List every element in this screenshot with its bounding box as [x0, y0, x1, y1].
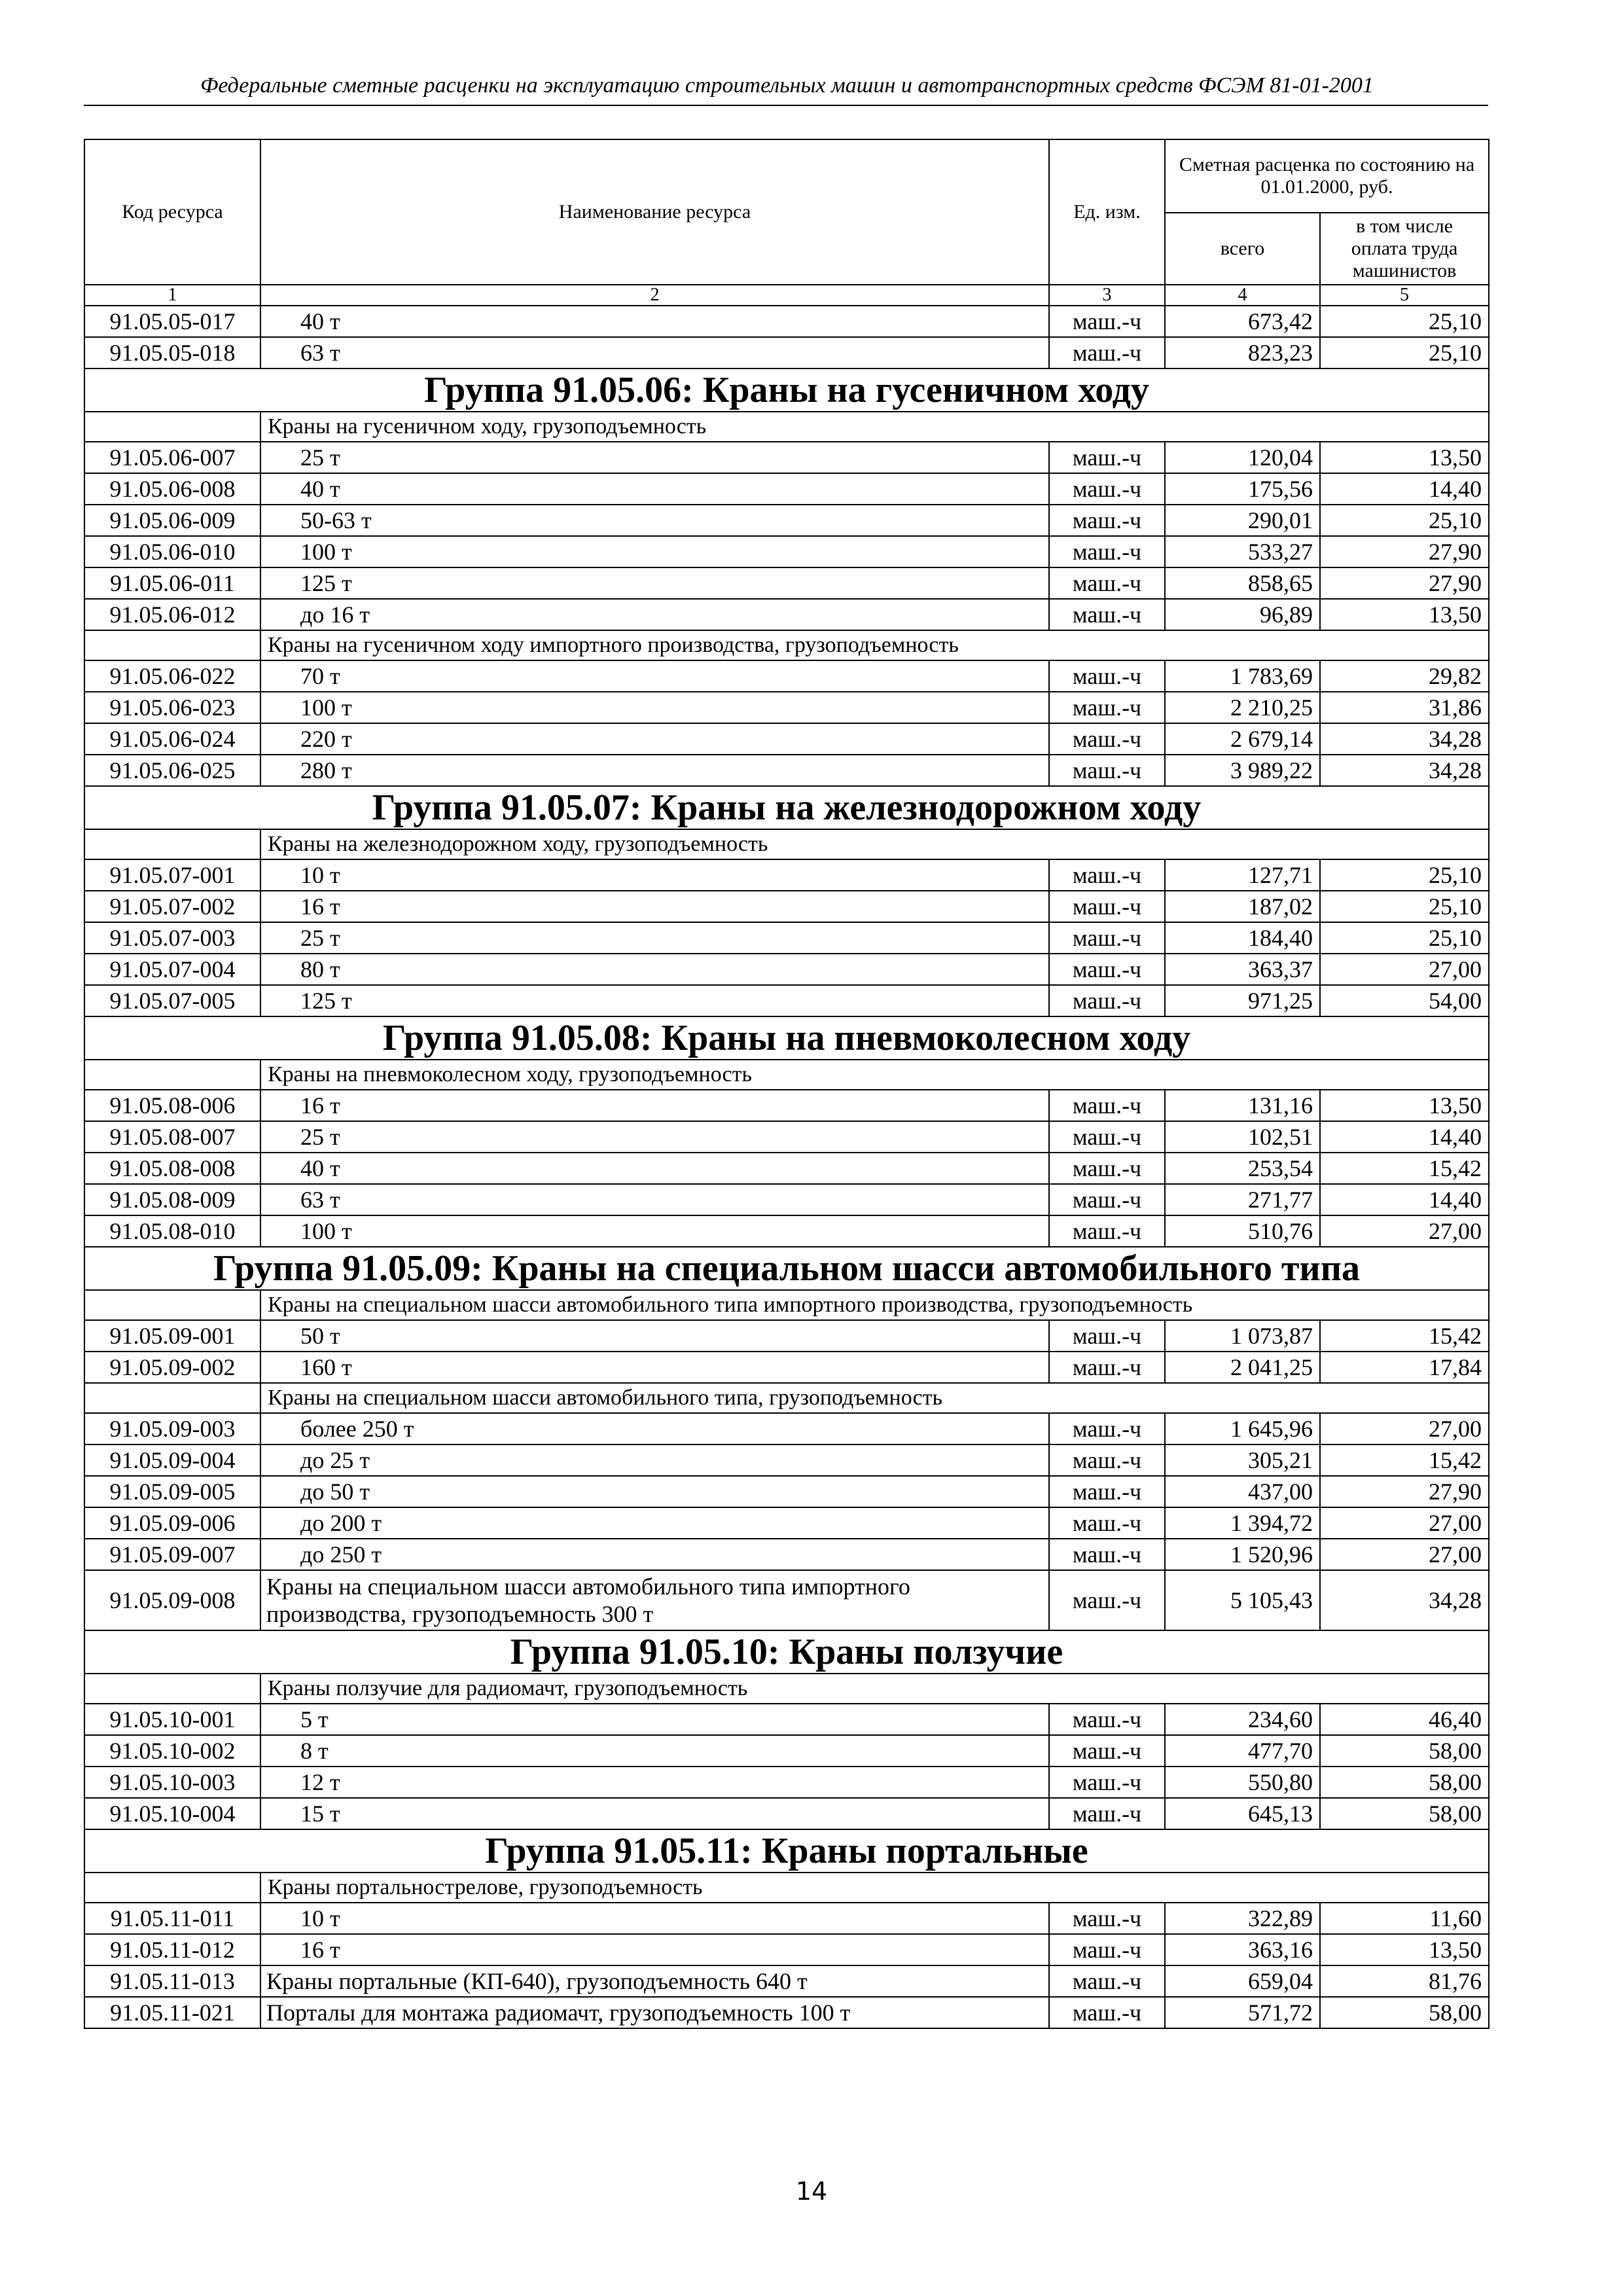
resource-name: 8 т [260, 1735, 1049, 1767]
table-row [84, 536, 1489, 567]
unit-of-measure: маш.-ч [1049, 505, 1165, 536]
table-body [84, 306, 1489, 2028]
resource-name: 25 т [260, 1121, 1049, 1153]
price-total: 120,04 [1165, 442, 1320, 473]
unit-of-measure: маш.-ч [1049, 1320, 1165, 1352]
subgroup-row [84, 630, 1489, 660]
table-row [84, 599, 1489, 630]
resource-code: 91.05.07-005 [84, 985, 260, 1016]
resource-name: 220 т [260, 723, 1049, 755]
unit-of-measure: маш.-ч [1049, 306, 1165, 337]
subgroup-row [84, 412, 1489, 442]
table-row [84, 337, 1489, 368]
resource-code: 91.05.05-017 [84, 306, 260, 337]
table-row [84, 1121, 1489, 1153]
table-row [84, 1735, 1489, 1767]
unit-of-measure: маш.-ч [1049, 1570, 1165, 1630]
subgroup-title: Краны на специальном шасси автомобильного типа импортного производства, грузоподъемность [260, 1290, 1489, 1320]
header-code: Код ресурса [84, 139, 260, 285]
table-row [84, 755, 1489, 786]
price-wages: 31,86 [1320, 692, 1489, 723]
resource-code: 91.05.06-010 [84, 536, 260, 567]
price-total: 184,40 [1165, 922, 1320, 954]
resource-code: 91.05.07-003 [84, 922, 260, 954]
resource-name: 100 т [260, 1215, 1049, 1247]
subgroup-title: Краны портальнострелове, грузоподъемность [260, 1873, 1489, 1903]
table-row [84, 1903, 1489, 1934]
group-header-row [84, 1630, 1489, 1674]
group-title: Группа 91.05.10: Краны ползучие [84, 1630, 1489, 1674]
price-total: 363,37 [1165, 954, 1320, 985]
resource-name: 100 т [260, 536, 1049, 567]
resource-name: 40 т [260, 306, 1049, 337]
resource-code: 91.05.09-004 [84, 1444, 260, 1476]
subgroup-code-empty [84, 829, 260, 859]
resource-name: 10 т [260, 1903, 1049, 1934]
subgroup-title: Краны на специальном шасси автомобильного типа, грузоподъемность [260, 1383, 1489, 1413]
unit-of-measure: маш.-ч [1049, 1444, 1165, 1476]
resource-code: 91.05.10-001 [84, 1704, 260, 1735]
subgroup-code-empty [84, 1383, 260, 1413]
price-wages: 13,50 [1320, 599, 1489, 630]
price-wages: 25,10 [1320, 922, 1489, 954]
group-title: Группа 91.05.08: Краны на пневмоколесном ходу [84, 1016, 1489, 1060]
unit-of-measure: маш.-ч [1049, 891, 1165, 922]
price-total: 533,27 [1165, 536, 1320, 567]
resource-name: 12 т [260, 1767, 1049, 1798]
price-total: 131,16 [1165, 1090, 1320, 1121]
unit-of-measure: маш.-ч [1049, 567, 1165, 599]
table-row [84, 1539, 1489, 1570]
resource-name: 125 т [260, 985, 1049, 1016]
resource-code: 91.05.08-009 [84, 1184, 260, 1215]
price-wages: 58,00 [1320, 1735, 1489, 1767]
price-total: 127,71 [1165, 859, 1320, 891]
resource-name: 100 т [260, 692, 1049, 723]
price-total: 234,60 [1165, 1704, 1320, 1735]
unit-of-measure: маш.-ч [1049, 660, 1165, 692]
price-wages: 13,50 [1320, 1934, 1489, 1965]
group-header-row [84, 1829, 1489, 1873]
price-total: 550,80 [1165, 1767, 1320, 1798]
table-row [84, 891, 1489, 922]
resource-code: 91.05.06-023 [84, 692, 260, 723]
resource-code: 91.05.07-004 [84, 954, 260, 985]
table-row [84, 859, 1489, 891]
resource-name: 5 т [260, 1704, 1049, 1735]
price-total: 5 105,43 [1165, 1570, 1320, 1630]
price-total: 823,23 [1165, 337, 1320, 368]
table-row [84, 1570, 1489, 1630]
resource-code: 91.05.06-012 [84, 599, 260, 630]
resource-code: 91.05.11-012 [84, 1934, 260, 1965]
table-row [84, 660, 1489, 692]
table-row [84, 1476, 1489, 1507]
resource-name: 50 т [260, 1320, 1049, 1352]
unit-of-measure: маш.-ч [1049, 1798, 1165, 1829]
resource-code: 91.05.06-025 [84, 755, 260, 786]
price-total: 659,04 [1165, 1965, 1320, 1997]
subgroup-row [84, 829, 1489, 859]
unit-of-measure: маш.-ч [1049, 1704, 1165, 1735]
resource-code: 91.05.08-007 [84, 1121, 260, 1153]
group-header-row [84, 786, 1489, 829]
price-total: 858,65 [1165, 567, 1320, 599]
group-title: Группа 91.05.11: Краны портальные [84, 1829, 1489, 1873]
table-row [84, 1320, 1489, 1352]
resource-code: 91.05.05-018 [84, 337, 260, 368]
unit-of-measure: маш.-ч [1049, 859, 1165, 891]
price-wages: 25,10 [1320, 891, 1489, 922]
unit-of-measure: маш.-ч [1049, 473, 1165, 505]
unit-of-measure: маш.-ч [1049, 1215, 1165, 1247]
resource-code: 91.05.06-022 [84, 660, 260, 692]
document-header: Федеральные сметные расценки на эксплуатацию строительных машин и автотранспортных средств ФСЭМ 81-01-2001 [200, 73, 1374, 98]
resource-name: до 250 т [260, 1539, 1049, 1570]
price-wages: 27,00 [1320, 1539, 1489, 1570]
price-wages: 14,40 [1320, 1121, 1489, 1153]
resource-code: 91.05.08-010 [84, 1215, 260, 1247]
price-total: 187,02 [1165, 891, 1320, 922]
price-total: 253,54 [1165, 1153, 1320, 1184]
header-total: всего [1165, 213, 1320, 285]
price-wages: 27,00 [1320, 1507, 1489, 1539]
resource-code: 91.05.09-005 [84, 1476, 260, 1507]
table-row [84, 1997, 1489, 2028]
unit-of-measure: маш.-ч [1049, 723, 1165, 755]
subgroup-row [84, 1873, 1489, 1903]
price-wages: 27,00 [1320, 1215, 1489, 1247]
resource-name: 40 т [260, 1153, 1049, 1184]
resource-name: Краны на специальном шасси автомобильного типа импортного производства, грузоподъемность 300 т [260, 1570, 1049, 1630]
price-wages: 14,40 [1320, 473, 1489, 505]
price-wages: 81,76 [1320, 1965, 1489, 1997]
unit-of-measure: маш.-ч [1049, 1352, 1165, 1383]
price-wages: 15,42 [1320, 1320, 1489, 1352]
price-wages: 29,82 [1320, 660, 1489, 692]
price-wages: 27,90 [1320, 1476, 1489, 1507]
unit-of-measure: маш.-ч [1049, 1539, 1165, 1570]
price-total: 645,13 [1165, 1798, 1320, 1829]
price-total: 271,77 [1165, 1184, 1320, 1215]
group-title: Группа 91.05.09: Краны на специальном шасси автомобильного типа [84, 1247, 1489, 1290]
resource-name: 10 т [260, 859, 1049, 891]
resource-code: 91.05.11-021 [84, 1997, 260, 2028]
resource-name: 40 т [260, 473, 1049, 505]
header-unit: Ед. изм. [1049, 139, 1165, 285]
resource-name: 125 т [260, 567, 1049, 599]
resource-code: 91.05.07-001 [84, 859, 260, 891]
unit-of-measure: маш.-ч [1049, 1121, 1165, 1153]
resource-code: 91.05.11-013 [84, 1965, 260, 1997]
unit-of-measure: маш.-ч [1049, 1997, 1165, 2028]
unit-of-measure: маш.-ч [1049, 536, 1165, 567]
price-wages: 17,84 [1320, 1352, 1489, 1383]
price-total: 1 394,72 [1165, 1507, 1320, 1539]
price-total: 1 783,69 [1165, 660, 1320, 692]
subgroup-title: Краны на гусеничном ходу, грузоподъемность [260, 412, 1489, 442]
resource-code: 91.05.11-011 [84, 1903, 260, 1934]
unit-of-measure: маш.-ч [1049, 922, 1165, 954]
page-number: 14 [795, 2177, 828, 2206]
price-wages: 34,28 [1320, 723, 1489, 755]
price-wages: 27,00 [1320, 954, 1489, 985]
price-wages: 46,40 [1320, 1704, 1489, 1735]
price-total: 363,16 [1165, 1934, 1320, 1965]
subgroup-title: Краны ползучие для радиомачт, грузоподъемность [260, 1674, 1489, 1704]
price-total: 2 041,25 [1165, 1352, 1320, 1383]
resource-code: 91.05.06-024 [84, 723, 260, 755]
subgroup-code-empty [84, 1674, 260, 1704]
resource-name: 16 т [260, 1090, 1049, 1121]
subgroup-row [84, 1674, 1489, 1704]
resource-name: 25 т [260, 442, 1049, 473]
unit-of-measure: маш.-ч [1049, 1153, 1165, 1184]
subgroup-code-empty [84, 412, 260, 442]
resource-name: 80 т [260, 954, 1049, 985]
subgroup-title: Краны на пневмоколесном ходу, грузоподъемность [260, 1060, 1489, 1090]
resource-name: 50-63 т [260, 505, 1049, 536]
resource-name: 15 т [260, 1798, 1049, 1829]
price-wages: 25,10 [1320, 505, 1489, 536]
unit-of-measure: маш.-ч [1049, 1903, 1165, 1934]
unit-of-measure: маш.-ч [1049, 1767, 1165, 1798]
price-wages: 58,00 [1320, 1997, 1489, 2028]
column-number: 2 [260, 285, 1049, 306]
price-wages: 15,42 [1320, 1153, 1489, 1184]
resource-code: 91.05.10-002 [84, 1735, 260, 1767]
table-row [84, 1444, 1489, 1476]
unit-of-measure: маш.-ч [1049, 1507, 1165, 1539]
price-wages: 25,10 [1320, 306, 1489, 337]
unit-of-measure: маш.-ч [1049, 692, 1165, 723]
price-wages: 27,90 [1320, 536, 1489, 567]
price-total: 290,01 [1165, 505, 1320, 536]
price-total: 971,25 [1165, 985, 1320, 1016]
subgroup-code-empty [84, 1060, 260, 1090]
header-name: Наименование ресурса [260, 139, 1049, 285]
group-header-row [84, 368, 1489, 412]
price-wages: 34,28 [1320, 1570, 1489, 1630]
group-header-row [84, 1247, 1489, 1290]
resource-name: 160 т [260, 1352, 1049, 1383]
table-row [84, 1704, 1489, 1735]
price-wages: 58,00 [1320, 1767, 1489, 1798]
unit-of-measure: маш.-ч [1049, 1184, 1165, 1215]
resource-name: Краны портальные (КП-640), грузоподъемность 640 т [260, 1965, 1049, 1997]
resource-name: более 250 т [260, 1413, 1049, 1444]
price-total: 673,42 [1165, 306, 1320, 337]
table-row [84, 1507, 1489, 1539]
group-header-row [84, 1016, 1489, 1060]
resource-code: 91.05.09-006 [84, 1507, 260, 1539]
unit-of-measure: маш.-ч [1049, 1476, 1165, 1507]
group-title: Группа 91.05.06: Краны на гусеничном ходу [84, 368, 1489, 412]
table-row [84, 442, 1489, 473]
unit-of-measure: маш.-ч [1049, 985, 1165, 1016]
price-wages: 13,50 [1320, 1090, 1489, 1121]
price-total: 1 645,96 [1165, 1413, 1320, 1444]
table-row [84, 567, 1489, 599]
unit-of-measure: маш.-ч [1049, 755, 1165, 786]
resource-name: 70 т [260, 660, 1049, 692]
resource-name: до 16 т [260, 599, 1049, 630]
price-total: 305,21 [1165, 1444, 1320, 1476]
table-row [84, 306, 1489, 337]
resource-code: 91.05.09-003 [84, 1413, 260, 1444]
unit-of-measure: маш.-ч [1049, 1934, 1165, 1965]
price-wages: 25,10 [1320, 859, 1489, 891]
price-total: 102,51 [1165, 1121, 1320, 1153]
price-total: 571,72 [1165, 1997, 1320, 2028]
resource-code: 91.05.10-003 [84, 1767, 260, 1798]
table-row [84, 505, 1489, 536]
resource-name: до 50 т [260, 1476, 1049, 1507]
subgroup-code-empty [84, 1873, 260, 1903]
resource-code: 91.05.06-007 [84, 442, 260, 473]
header-divider [84, 105, 1488, 106]
price-wages: 11,60 [1320, 1903, 1489, 1934]
unit-of-measure: маш.-ч [1049, 599, 1165, 630]
price-wages: 13,50 [1320, 442, 1489, 473]
resource-code: 91.05.06-009 [84, 505, 260, 536]
resource-code: 91.05.06-008 [84, 473, 260, 505]
column-number: 4 [1165, 285, 1320, 306]
resource-name: 16 т [260, 891, 1049, 922]
table-row [84, 1413, 1489, 1444]
subgroup-row [84, 1060, 1489, 1090]
unit-of-measure: маш.-ч [1049, 442, 1165, 473]
resource-code: 91.05.09-008 [84, 1570, 260, 1630]
price-wages: 14,40 [1320, 1184, 1489, 1215]
unit-of-measure: маш.-ч [1049, 954, 1165, 985]
resource-name: 16 т [260, 1934, 1049, 1965]
price-total: 3 989,22 [1165, 755, 1320, 786]
table-row [84, 1184, 1489, 1215]
resource-code: 91.05.09-001 [84, 1320, 260, 1352]
price-total: 1 520,96 [1165, 1539, 1320, 1570]
price-total: 175,56 [1165, 473, 1320, 505]
unit-of-measure: маш.-ч [1049, 1735, 1165, 1767]
subgroup-row [84, 1290, 1489, 1320]
resource-name: до 25 т [260, 1444, 1049, 1476]
resource-code: 91.05.07-002 [84, 891, 260, 922]
subgroup-code-empty [84, 1290, 260, 1320]
resource-code: 91.05.09-007 [84, 1539, 260, 1570]
table-row [84, 692, 1489, 723]
resource-code: 91.05.09-002 [84, 1352, 260, 1383]
subgroup-code-empty [84, 630, 260, 660]
price-total: 477,70 [1165, 1735, 1320, 1767]
table-row [84, 1153, 1489, 1184]
header-wages: в том числе оплата труда машинистов [1320, 213, 1489, 285]
table-row [84, 1352, 1489, 1383]
unit-of-measure: маш.-ч [1049, 1413, 1165, 1444]
table-row [84, 954, 1489, 985]
price-wages: 27,00 [1320, 1413, 1489, 1444]
table-row [84, 1965, 1489, 1997]
resource-code: 91.05.08-008 [84, 1153, 260, 1184]
resource-code: 91.05.08-006 [84, 1090, 260, 1121]
price-wages: 25,10 [1320, 337, 1489, 368]
resource-name: 280 т [260, 755, 1049, 786]
group-title: Группа 91.05.07: Краны на железнодорожном ходу [84, 786, 1489, 829]
subgroup-title: Краны на гусеничном ходу импортного производства, грузоподъемность [260, 630, 1489, 660]
price-total: 96,89 [1165, 599, 1320, 630]
table-row [84, 922, 1489, 954]
table-row [84, 1934, 1489, 1965]
column-number: 3 [1049, 285, 1165, 306]
resource-name: 63 т [260, 1184, 1049, 1215]
table-row [84, 1215, 1489, 1247]
resource-name: 25 т [260, 922, 1049, 954]
price-total: 2 210,25 [1165, 692, 1320, 723]
unit-of-measure: маш.-ч [1049, 337, 1165, 368]
price-wages: 58,00 [1320, 1798, 1489, 1829]
table-row [84, 1090, 1489, 1121]
price-total: 437,00 [1165, 1476, 1320, 1507]
table-row [84, 1767, 1489, 1798]
table-row [84, 723, 1489, 755]
price-total: 322,89 [1165, 1903, 1320, 1934]
table-row [84, 473, 1489, 505]
resource-name: 63 т [260, 337, 1049, 368]
column-number: 5 [1320, 285, 1489, 306]
price-total: 2 679,14 [1165, 723, 1320, 755]
subgroup-title: Краны на железнодорожном ходу, грузоподъемность [260, 829, 1489, 859]
price-wages: 15,42 [1320, 1444, 1489, 1476]
price-wages: 54,00 [1320, 985, 1489, 1016]
column-number: 1 [84, 285, 260, 306]
subgroup-row [84, 1383, 1489, 1413]
header-price: Сметная расценка по состоянию на 01.01.2000, руб. [1165, 139, 1489, 213]
resource-code: 91.05.06-011 [84, 567, 260, 599]
price-wages: 27,90 [1320, 567, 1489, 599]
resource-name: Порталы для монтажа радиомачт, грузоподъемность 100 т [260, 1997, 1049, 2028]
unit-of-measure: маш.-ч [1049, 1965, 1165, 1997]
column-numbers-row [84, 285, 1489, 306]
resource-name: до 200 т [260, 1507, 1049, 1539]
unit-of-measure: маш.-ч [1049, 1090, 1165, 1121]
resource-price-table [84, 139, 1489, 2029]
price-total: 510,76 [1165, 1215, 1320, 1247]
price-wages: 34,28 [1320, 755, 1489, 786]
table-row [84, 1798, 1489, 1829]
table-row [84, 985, 1489, 1016]
resource-code: 91.05.10-004 [84, 1798, 260, 1829]
price-total: 1 073,87 [1165, 1320, 1320, 1352]
